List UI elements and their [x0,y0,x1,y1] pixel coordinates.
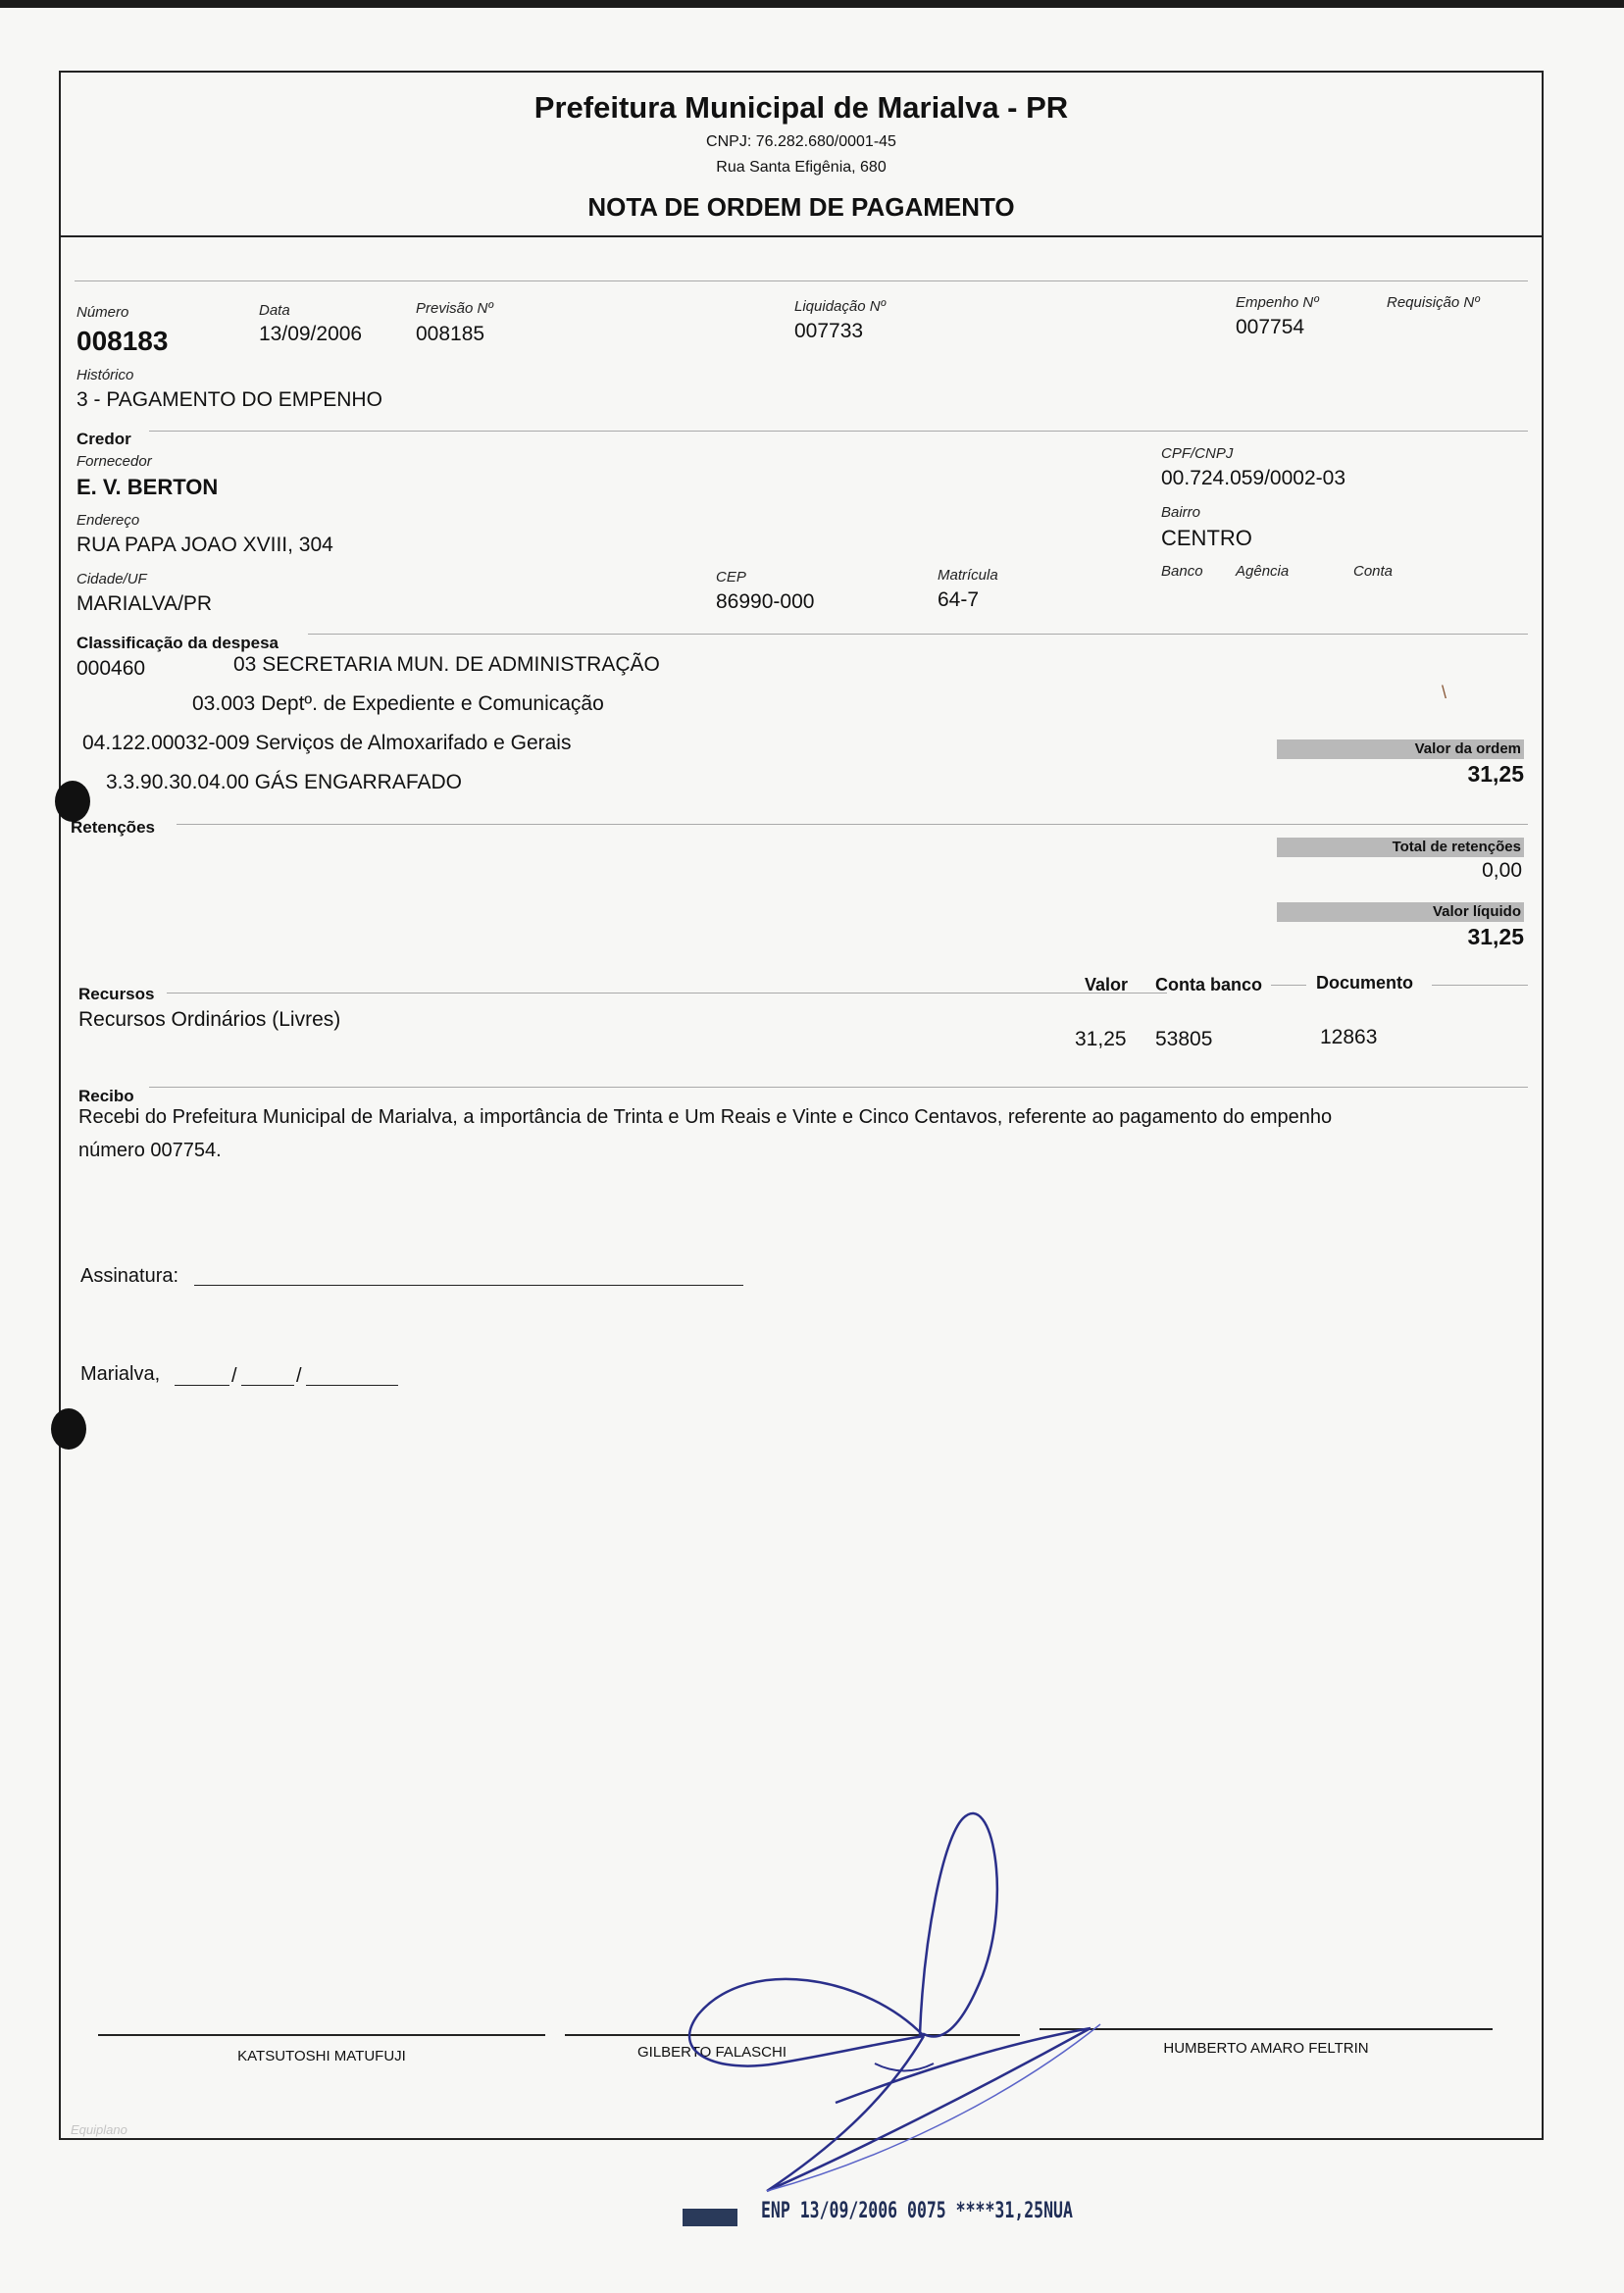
recibo-text-1: Recebi do Prefeitura Municipal de Marialva, a importância de Trinta e Um Reais e Vinte e Cinco Centavos, referente ao pagamento do empenho [78,1106,1333,1128]
date-slash-2: / [296,1365,302,1387]
signature-name-3: HUMBERTO AMARO FELTRIN [1163,2040,1369,2057]
classificacao-line3: 04.122.00032-009 Serviços de Almoxarifado e Gerais [82,732,572,754]
valor-ordem-value: 31,25 [1467,761,1524,787]
recibo-line [149,1087,1528,1088]
classificacao-section: Classificação da despesa [76,634,279,652]
previsao-label: Previsão Nº [416,300,493,317]
classificacao-code: 000460 [76,657,146,680]
total-retencoes-label: Total de retenções [1277,838,1524,857]
cpf-value: 00.724.059/0002-03 [1161,467,1346,489]
fornecedor-value: E. V. BERTON [76,475,219,499]
empenho-value: 007754 [1236,316,1305,338]
recursos-line-3 [1432,985,1528,986]
credor-line [149,431,1528,432]
cep-label: CEP [716,569,746,586]
assinatura-line [194,1285,743,1286]
assinatura-label: Assinatura: [80,1265,179,1287]
recursos-conta: 53805 [1155,1028,1213,1050]
classificacao-line1: 03 SECRETARIA MUN. DE ADMINISTRAÇÃO [233,653,660,676]
retencoes-line [177,824,1528,825]
classificacao-line4: 3.3.90.30.04.00 GÁS ENGARRAFADO [106,771,463,793]
cnpj: CNPJ: 76.282.680/0001-45 [706,133,896,150]
total-retencoes-value: 0,00 [1482,859,1522,882]
data-label: Data [259,302,290,319]
previsao-value: 008185 [416,323,485,345]
recursos-conta-label: Conta banco [1155,975,1263,994]
historico-label: Histórico [76,367,134,383]
ids-top-line [75,280,1528,281]
empenho-label: Empenho Nº [1236,294,1319,311]
hole-punch-top [55,781,90,822]
numero-label: Número [76,304,129,321]
numero-value: 008183 [76,326,169,356]
scan-mark: \ [1442,683,1447,702]
address: Rua Santa Efigênia, 680 [716,159,887,176]
bairro-label: Bairro [1161,504,1201,521]
page-title: Prefeitura Municipal de Marialva - PR [533,90,1069,125]
liquidacao-label: Liquidação Nº [794,298,887,315]
classificacao-line2: 03.003 Deptº. de Expediente e Comunicação [192,692,604,715]
date-line-year [306,1385,398,1386]
cpf-label: CPF/CNPJ [1161,445,1234,462]
credor-section: Credor [76,430,131,448]
local-data-label: Marialva, [80,1363,161,1385]
recursos-section: Recursos [78,985,155,1003]
cep-value: 86990-000 [716,590,815,613]
requisicao-label: Requisição Nº [1387,294,1480,311]
conta-label: Conta [1353,563,1394,580]
classificacao-line [308,634,1528,635]
document-frame [59,71,1544,2140]
matricula-value: 64-7 [938,588,980,611]
recursos-line-2 [1271,985,1306,986]
hole-punch-bottom [51,1408,86,1450]
liquidacao-value: 007733 [794,320,864,342]
recursos-documento-label: Documento [1316,973,1413,993]
date-slash-1: / [231,1365,237,1387]
signature-name-2: GILBERTO FALASCHI [637,2044,787,2061]
historico-value: 3 - PAGAMENTO DO EMPENHO [76,388,382,411]
valor-ordem-label: Valor da ordem [1277,739,1524,759]
recursos-documento: 12863 [1320,1026,1378,1048]
valor-liquido-value: 31,25 [1467,924,1524,949]
software-watermark: Equiplano [71,2122,127,2137]
document-title: NOTA DE ORDEM DE PAGAMENTO [587,192,1015,222]
signature-line-1 [98,2034,545,2036]
endereco-label: Endereço [76,512,140,529]
date-line-day [175,1385,229,1386]
recibo-section: Recibo [78,1087,134,1105]
fornecedor-label: Fornecedor [76,453,152,470]
recursos-descricao: Recursos Ordinários (Livres) [78,1008,341,1031]
handwritten-signature [630,1779,1179,2211]
agencia-label: Agência [1236,563,1290,580]
recursos-line [167,993,1167,994]
date-line-month [241,1385,294,1386]
endereco-value: RUA PAPA JOAO XVIII, 304 [76,534,333,556]
banco-label: Banco [1161,563,1203,580]
scan-top-edge [0,0,1624,8]
bank-stamp-text: ENP 13/09/2006 0075 ****31,25NUA [761,2199,1073,2223]
recibo-text-2: número 007754. [78,1140,222,1161]
recursos-valor: 31,25 [1075,1028,1127,1050]
header-divider [61,235,1542,237]
bank-stamp-logo [683,2209,737,2226]
cidade-value: MARIALVA/PR [76,592,213,615]
recursos-valor-label: Valor [1085,975,1129,994]
valor-liquido-label: Valor líquido [1277,902,1524,922]
data-value: 13/09/2006 [259,323,363,345]
signature-name-1: KATSUTOSHI MATUFUJI [237,2048,406,2064]
retencoes-section: Retenções [71,818,155,837]
cidade-label: Cidade/UF [76,571,147,587]
matricula-label: Matrícula [938,567,998,584]
bairro-value: CENTRO [1161,526,1252,550]
